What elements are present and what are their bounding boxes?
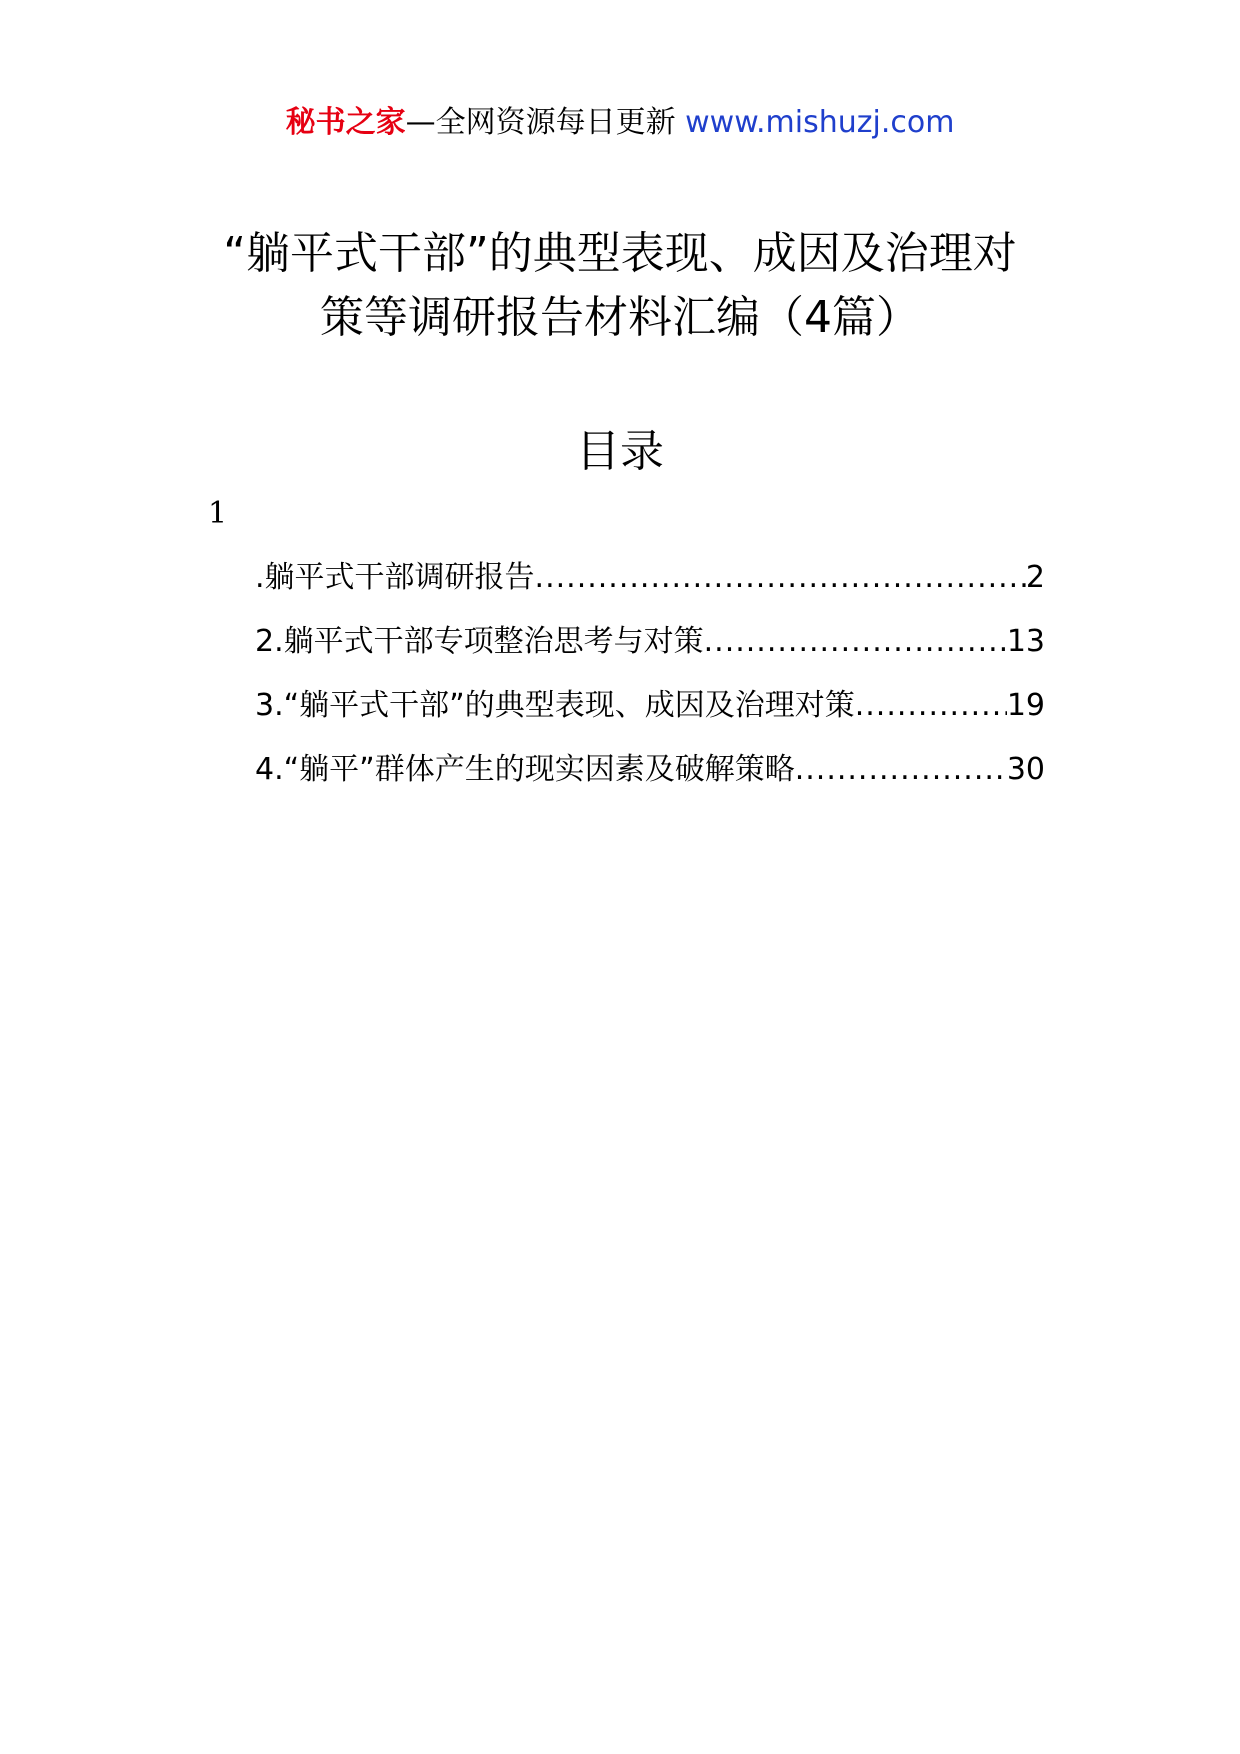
toc-entry-label: .躺平式干部调研报告 xyxy=(255,560,535,595)
toc-entry-1[interactable] xyxy=(255,558,1045,622)
toc-dot-leader xyxy=(535,558,1026,598)
page-header xyxy=(0,100,1240,146)
table-of-contents xyxy=(255,558,1045,814)
site-tagline: —全网资源每日更新 xyxy=(405,105,686,140)
site-url-link[interactable]: www.mishuzj.com xyxy=(685,105,955,140)
toc-page-number: 30 xyxy=(1006,752,1045,787)
toc-entry-4[interactable] xyxy=(255,750,1045,814)
toc-page-number: 19 xyxy=(1006,688,1045,723)
toc-dot-leader xyxy=(855,686,1007,726)
toc-heading: 目录 xyxy=(576,426,664,477)
toc-dot-leader xyxy=(795,750,1007,790)
toc-entry-label: 4.“躺平”群体产生的现实因素及破解策略 xyxy=(255,752,795,787)
document-title-line-1: “躺平式干部”的典型表现、成因及治理对 xyxy=(223,228,1017,279)
toc-stray-number: 1 xyxy=(208,496,228,531)
site-name: 秘书之家 xyxy=(285,105,406,140)
toc-page-number: 13 xyxy=(1006,624,1045,659)
toc-page-number: 2 xyxy=(1025,560,1045,595)
toc-entry-label: 2.躺平式干部专项整治思考与对策 xyxy=(255,624,704,659)
document-title xyxy=(0,222,1240,350)
toc-entry-3[interactable] xyxy=(255,686,1045,750)
document-title-line-2: 策等调研报告材料汇编（4篇） xyxy=(320,292,920,343)
toc-entry-2[interactable] xyxy=(255,622,1045,686)
toc-entry-label: 3.“躺平式干部”的典型表现、成因及治理对策 xyxy=(255,688,855,723)
toc-dot-leader xyxy=(704,622,1007,662)
